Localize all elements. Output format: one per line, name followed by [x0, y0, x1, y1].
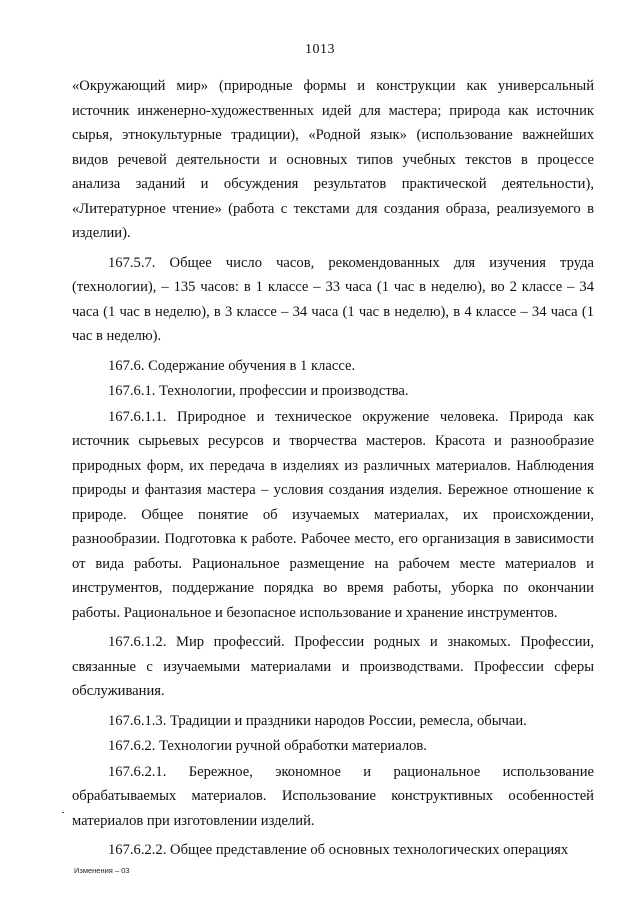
paragraph-167-6-2-1: 167.6.2.1. Бережное, экономное и рациональное использование обрабатываемых материалов. Использование конструктивных особенностей материалов при изготовлении изделий. [72, 763, 594, 829]
paragraph-167-6-1: 167.6.1. Технологии, профессии и производства. [108, 383, 409, 399]
page-body [72, 74, 594, 868]
footer-revision-note: Изменения – 03 [74, 866, 130, 875]
paragraph-167-5-7: 167.5.7. Общее число часов, рекомендованных для изучения труда (технологии), – 135 часов: в 1 классе – 33 часа (1 час в неделю), во 2 классе – 34 часа (1 час в неделю), в 3 классе – 34 часа (1 час в неделю), в 4 классе – 34 часа (1 час в неделю). [72, 254, 594, 344]
paragraph-167-6: 167.6. Содержание обучения в 1 классе. [108, 357, 356, 374]
paragraph-167-6-1-3: 167.6.1.3. Традиции и праздники народов России, ремесла, обычаи. [108, 712, 527, 729]
scan-speck [62, 812, 64, 813]
paragraph-167-6-1-2: 167.6.1.2. Мир профессий. Профессии родных и знакомых. Профессии, связанные с изучаемыми материалами и производствами. Профессии сферы обслуживания. [72, 634, 594, 699]
paragraph-167-6-1-1: 167.6.1.1. Природное и техническое окружение человека. Природа как источник сырьевых ресурсов и творчества мастеров. Красота и разнообразие природных форм, их передача в изделиях из различных материалов. Наблюдения природы и фантазия мастера – условия создания изделия. Бережное отношение к природе. Общее понятие об изучаемых материалах, их происхождении, разнообразии. Подготовка к работе. Рабочее место, его организация в зависимости от вида работы. Рациональное размещение на рабочем месте материалов и инструментов, поддержание порядка во время работы, уборка по окончании работы. Рациональное и безопасное использование и хранение инструментов. [72, 408, 594, 621]
paragraph-167-6-2-2: 167.6.2.2. Общее представление об основных технологических операциях [108, 842, 569, 858]
page-number: 1013 [305, 42, 335, 57]
paragraph-subjects-integration: «Окружающий мир» (природные формы и конструкции как универсальный источник инженерно-художественных идей для мастера; природа как источник сырья, этнокультурные традиции), «Родной язык» (использование важнейших видов речевой деятельности и основных типов учебных текстов в процессе анализа заданий и обсуждения результатов практической деятельности), «Литературное чтение» (работа с текстами для создания образа, реализуемого в изделии). [72, 78, 594, 241]
paragraph-167-6-2: 167.6.2. Технологии ручной обработки материалов. [108, 738, 427, 754]
